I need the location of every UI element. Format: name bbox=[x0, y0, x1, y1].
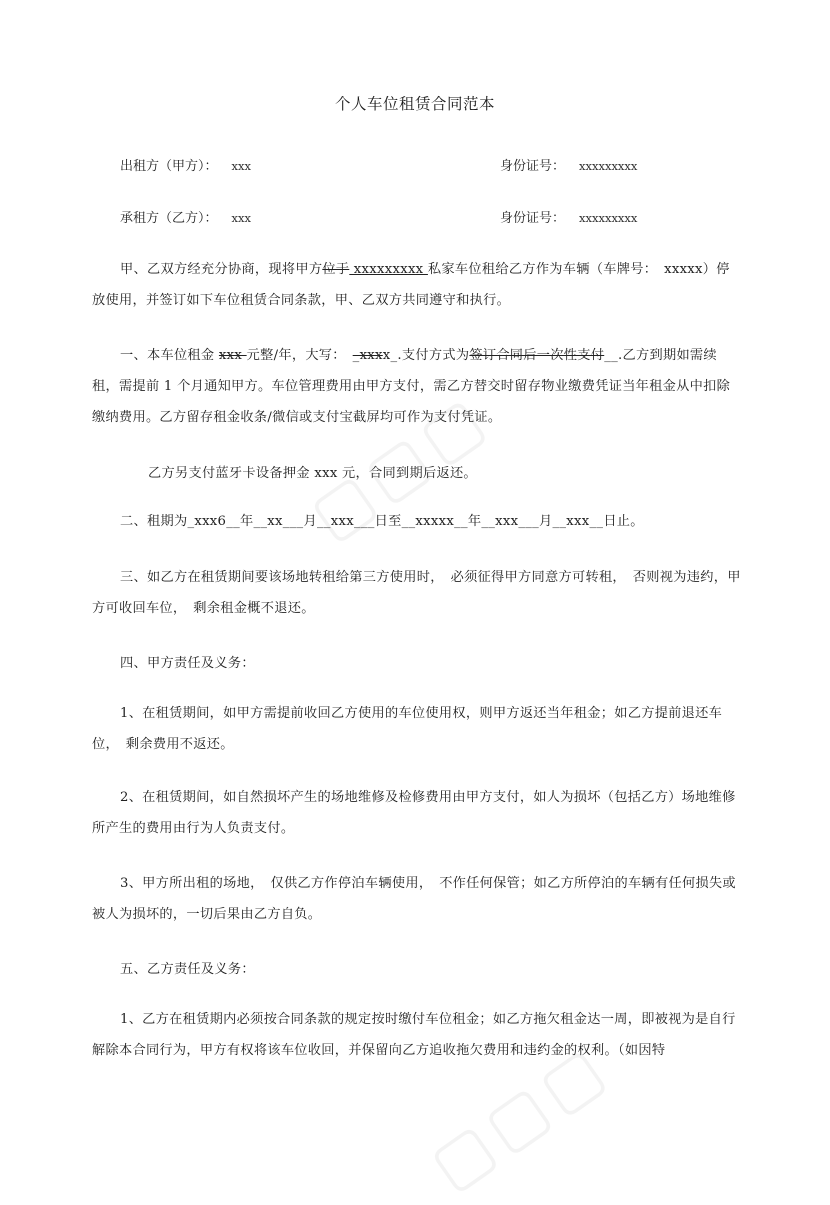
intro-text-rest: 私家车位租给乙方作为车辆（车牌号： xxxxx）停放使用，并签订如下车位租赁合同条款，甲、乙双方共同遵守和执行。 bbox=[92, 262, 730, 308]
lessor-line bbox=[120, 155, 251, 174]
intro-location-value: xxxxxxxxx bbox=[349, 262, 428, 277]
section-5-heading: 五、乙方责任及义务： bbox=[120, 962, 255, 977]
lessor-id-value: xxxxxxxxx bbox=[579, 159, 638, 173]
section-4-heading: 四、甲方责任及义务： bbox=[120, 656, 255, 671]
lessor-id-label: 身份证号： bbox=[500, 159, 566, 174]
section-5-item-1: 1、乙方在租赁期内必须按合同条款的规定按时缴付车位租金；如乙方拖欠租金达一周，即被视为是自行解除本合同行为，甲方有权将该车位收回，并保留向乙方追收拖欠费用和违约金的权利。（如因特 bbox=[92, 1012, 736, 1058]
clause-1-text: x_.支付方式为 bbox=[382, 348, 470, 363]
lessee-id-value: xxxxxxxxx bbox=[579, 211, 638, 225]
clause-2-text: 日止。 bbox=[603, 514, 644, 529]
section-4-item-2: 2、在租赁期间，如自然损坏产生的场地维修及检修费用由甲方支付，如人为损坏（包括乙方）场地维修所产生的费用由行为人负责支付。 bbox=[92, 790, 736, 836]
intro-location-label: 位于 bbox=[322, 262, 350, 277]
rent-amount: xxx bbox=[218, 348, 247, 363]
lessor-value: xxx bbox=[231, 159, 251, 173]
lessor-label: 出租方（甲方）： bbox=[120, 159, 218, 174]
intro-paragraph bbox=[92, 254, 742, 316]
clause-1-text: __.乙方到期如需续租，需提前 1 个月通知甲方。车位管理费用由甲方支付，需乙方替交时留存物业缴费凭证当年租金从中扣除缴纳费用。乙方留存租金收条/微信或支付宝截屏均可作为支付凭证。 bbox=[92, 348, 731, 425]
lessee-label: 承租方（乙方）： bbox=[120, 211, 218, 226]
clause-1-text: 元整/年，大写： bbox=[246, 348, 353, 363]
lessee-value: xxx bbox=[231, 211, 251, 225]
document-title: 个人车位租赁合同范本 bbox=[334, 95, 495, 113]
lessee-id-label: 身份证号： bbox=[500, 211, 566, 226]
rent-amount-words: _xxx bbox=[352, 348, 383, 363]
lessee-id-line bbox=[500, 207, 637, 226]
clause-1-text: 一、本车位租金 bbox=[120, 348, 219, 363]
lease-term-dates: _xxx6__年__xx___月__xxx___日至__xxxxx__年__xxx___月__xxx__ bbox=[187, 514, 604, 529]
section-4-item-3: 3、甲方所出租的场地， 仅供乙方作停泊车辆使用， 不作任何保管；如乙方所停泊的车辆有任何损失或被人为损坏的，一切后果由乙方自负。 bbox=[92, 876, 736, 922]
clause-3: 三、如乙方在租赁期间要该场地转租给第三方使用时， 必须征得甲方同意方可转租， 否则视为违约，甲方可收回车位， 剩余租金概不退还。 bbox=[92, 570, 741, 616]
deposit-paragraph: 乙方另支付蓝牙卡设备押金 xxx 元，合同到期后返还。 bbox=[148, 466, 477, 481]
intro-text: 甲、乙双方经充分协商，现将甲方 bbox=[120, 262, 323, 277]
clause-1 bbox=[92, 340, 742, 433]
clause-2-text: 二、租期为 bbox=[120, 514, 188, 529]
payment-method: 签订合同后一次性支付 bbox=[469, 348, 605, 363]
lessor-id-line bbox=[500, 155, 637, 174]
lessee-line bbox=[120, 207, 251, 226]
clause-2 bbox=[92, 506, 742, 537]
section-4-item-1: 1、在租赁期间，如甲方需提前收回乙方使用的车位使用权，则甲方返还当年租金；如乙方提前退还车位， 剩余费用不返还。 bbox=[92, 706, 723, 752]
